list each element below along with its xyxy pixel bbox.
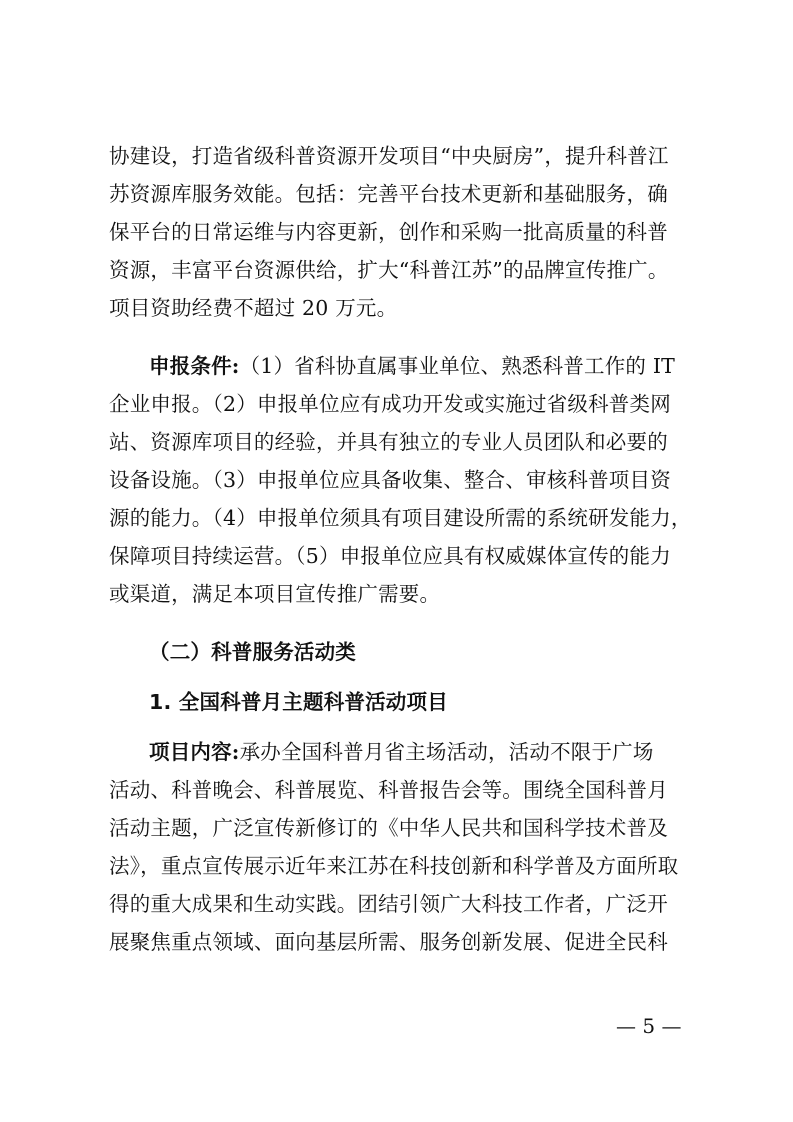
paragraph-line: 活动、科普晚会、科普展览、科普报告会等。围绕全国科普月 (109, 778, 668, 802)
paragraph-line: 项目资助经费不超过 20 万元。 (109, 296, 398, 320)
paragraph-line: 法》，重点宣传展示近年来江苏在科技创新和科学普及方面所取 (109, 854, 679, 878)
page-number: — 5 — (616, 1014, 682, 1038)
paragraph-line-rest: 承办全国科普月省主场活动，活动不限于广场 (239, 740, 654, 764)
paragraph-first-line (149, 349, 675, 383)
paragraph-first-line (149, 735, 654, 769)
project-content-label: 项目内容: (149, 740, 240, 764)
paragraph-line: 源的能力。（4）申报单位须具有项目建设所需的系统研发能力， (109, 506, 692, 530)
paragraph-line: 展聚焦重点领域、面向基层所需、服务创新发展、促进全民科 (109, 930, 668, 954)
paragraph-line: 保平台的日常运维与内容更新，创作和采购一批高质量的科普 (109, 220, 668, 244)
paragraph-line: 资源，丰富平台资源供给，扩大“科普江苏”的品牌宣传推广。 (109, 258, 669, 282)
paragraph-line: 站、资源库项目的经验，并具有独立的专业人员团队和必要的 (109, 430, 668, 454)
paragraph-line: 得的重大成果和生动实践。团结引领广大科技工作者，广泛开 (109, 892, 668, 916)
paragraph-line: 协建设，打造省级科普资源开发项目“中央厨房”，提升科普江 (109, 144, 669, 168)
paragraph-line-rest: （1）省科协直属事业单位、熟悉科普工作的 IT (239, 354, 676, 378)
paragraph-line: 活动主题，广泛宣传新修订的《中华人民共和国科学技术普及 (109, 816, 668, 840)
subsection-heading: 1. 全国科普月主题科普活动项目 (149, 690, 448, 714)
section-heading: （二）科普服务活动类 (149, 640, 356, 664)
paragraph-line: 或渠道，满足本项目宣传推广需要。 (109, 582, 441, 606)
paragraph-line: 苏资源库服务效能。包括：完善平台技术更新和基础服务，确 (109, 182, 668, 206)
paragraph-line: 保障项目持续运营。（5）申报单位应具有权威媒体宣传的能力 (109, 544, 671, 568)
paragraph-line: 企业申报。（2）申报单位应有成功开发或实施过省级科普类网 (109, 392, 671, 416)
application-conditions-label: 申报条件: (149, 354, 240, 378)
paragraph-line: 设备设施。（3）申报单位应具备收集、整合、审核科普项目资 (109, 468, 671, 492)
